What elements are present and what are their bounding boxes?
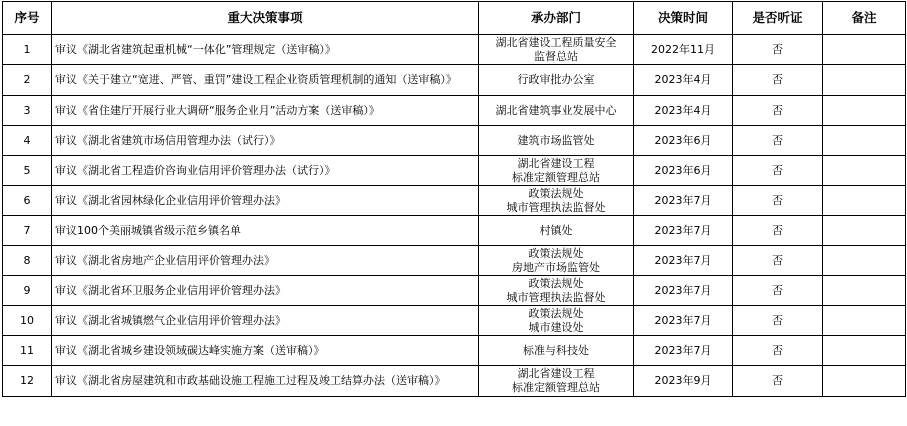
cell-dept: 湖北省建设工程 标准定额管理总站 bbox=[479, 366, 634, 397]
decision-table bbox=[2, 1, 906, 397]
table-row bbox=[3, 126, 906, 156]
cell-note bbox=[823, 96, 906, 126]
cell-hearing: 否 bbox=[733, 306, 823, 336]
cell-hearing: 否 bbox=[733, 276, 823, 306]
cell-time: 2023年7月 bbox=[634, 246, 733, 276]
cell-item: 审议《湖北省工程造价咨询业信用评价管理办法（试行）》 bbox=[52, 156, 479, 186]
cell-index: 5 bbox=[3, 156, 52, 186]
table-row bbox=[3, 216, 906, 246]
cell-hearing: 否 bbox=[733, 186, 823, 216]
cell-note bbox=[823, 35, 906, 65]
cell-dept: 行政审批办公室 bbox=[479, 65, 634, 96]
cell-note bbox=[823, 65, 906, 96]
cell-item: 审议《湖北省房地产企业信用评价管理办法》 bbox=[52, 246, 479, 276]
cell-note bbox=[823, 246, 906, 276]
header-dept: 承办部门 bbox=[479, 2, 634, 35]
cell-note bbox=[823, 366, 906, 397]
cell-item: 审议《湖北省建筑起重机械“一体化”管理规定（送审稿）》 bbox=[52, 35, 479, 65]
cell-note bbox=[823, 306, 906, 336]
table-row bbox=[3, 336, 906, 366]
cell-note bbox=[823, 216, 906, 246]
cell-hearing: 否 bbox=[733, 246, 823, 276]
cell-note bbox=[823, 126, 906, 156]
header-time: 决策时间 bbox=[634, 2, 733, 35]
cell-item: 审议100个美丽城镇省级示范乡镇名单 bbox=[52, 216, 479, 246]
cell-time: 2023年7月 bbox=[634, 186, 733, 216]
cell-hearing: 否 bbox=[733, 216, 823, 246]
header-row bbox=[3, 2, 906, 35]
cell-note bbox=[823, 186, 906, 216]
cell-hearing: 否 bbox=[733, 35, 823, 65]
cell-dept: 湖北省建筑事业发展中心 bbox=[479, 96, 634, 126]
table-row bbox=[3, 186, 906, 216]
cell-index: 6 bbox=[3, 186, 52, 216]
cell-time: 2023年4月 bbox=[634, 65, 733, 96]
cell-hearing: 否 bbox=[733, 366, 823, 397]
cell-index: 11 bbox=[3, 336, 52, 366]
cell-hearing: 否 bbox=[733, 156, 823, 186]
table-row bbox=[3, 65, 906, 96]
cell-note bbox=[823, 336, 906, 366]
cell-time: 2023年6月 bbox=[634, 126, 733, 156]
cell-dept: 标准与科技处 bbox=[479, 336, 634, 366]
cell-dept: 政策法规处 城市建设处 bbox=[479, 306, 634, 336]
cell-index: 9 bbox=[3, 276, 52, 306]
header-hearing: 是否听证 bbox=[733, 2, 823, 35]
cell-item: 审议《湖北省环卫服务企业信用评价管理办法》 bbox=[52, 276, 479, 306]
table-row bbox=[3, 246, 906, 276]
cell-item: 审议《湖北省建筑市场信用管理办法（试行）》 bbox=[52, 126, 479, 156]
header-item: 重大决策事项 bbox=[52, 2, 479, 35]
cell-time: 2023年9月 bbox=[634, 366, 733, 397]
cell-dept: 政策法规处 城市管理执法监督处 bbox=[479, 186, 634, 216]
table-row bbox=[3, 306, 906, 336]
cell-hearing: 否 bbox=[733, 65, 823, 96]
cell-dept: 政策法规处 房地产市场监管处 bbox=[479, 246, 634, 276]
table-row bbox=[3, 276, 906, 306]
cell-time: 2022年11月 bbox=[634, 35, 733, 65]
cell-index: 4 bbox=[3, 126, 52, 156]
cell-item: 审议《关于建立“宽进、严管、重罚”建设工程企业资质管理机制的通知（送审稿）》 bbox=[52, 65, 479, 96]
cell-index: 3 bbox=[3, 96, 52, 126]
cell-dept: 村镇处 bbox=[479, 216, 634, 246]
cell-hearing: 否 bbox=[733, 126, 823, 156]
cell-time: 2023年7月 bbox=[634, 336, 733, 366]
cell-item: 审议《湖北省城乡建设领域碳达峰实施方案（送审稿）》 bbox=[52, 336, 479, 366]
cell-hearing: 否 bbox=[733, 96, 823, 126]
cell-index: 12 bbox=[3, 366, 52, 397]
cell-item: 审议《湖北省房屋建筑和市政基础设施工程施工过程及竣工结算办法（送审稿）》 bbox=[52, 366, 479, 397]
cell-note bbox=[823, 276, 906, 306]
header-index: 序号 bbox=[3, 2, 52, 35]
cell-index: 1 bbox=[3, 35, 52, 65]
table-row bbox=[3, 156, 906, 186]
cell-time: 2023年6月 bbox=[634, 156, 733, 186]
table-row bbox=[3, 366, 906, 397]
cell-dept: 湖北省建设工程质量安全 监督总站 bbox=[479, 35, 634, 65]
cell-time: 2023年4月 bbox=[634, 96, 733, 126]
cell-index: 7 bbox=[3, 216, 52, 246]
cell-dept: 湖北省建设工程 标准定额管理总站 bbox=[479, 156, 634, 186]
cell-time: 2023年7月 bbox=[634, 216, 733, 246]
cell-time: 2023年7月 bbox=[634, 306, 733, 336]
cell-index: 8 bbox=[3, 246, 52, 276]
table-row bbox=[3, 96, 906, 126]
cell-item: 审议《湖北省城镇燃气企业信用评价管理办法》 bbox=[52, 306, 479, 336]
cell-time: 2023年7月 bbox=[634, 276, 733, 306]
cell-item: 审议《湖北省园林绿化企业信用评价管理办法》 bbox=[52, 186, 479, 216]
cell-item: 审议《省住建厅开展行业大调研“服务企业月”活动方案（送审稿）》 bbox=[52, 96, 479, 126]
cell-index: 10 bbox=[3, 306, 52, 336]
table-row bbox=[3, 35, 906, 65]
cell-note bbox=[823, 156, 906, 186]
cell-index: 2 bbox=[3, 65, 52, 96]
cell-hearing: 否 bbox=[733, 336, 823, 366]
cell-dept: 政策法规处 城市管理执法监督处 bbox=[479, 276, 634, 306]
cell-dept: 建筑市场监管处 bbox=[479, 126, 634, 156]
header-note: 备注 bbox=[823, 2, 906, 35]
